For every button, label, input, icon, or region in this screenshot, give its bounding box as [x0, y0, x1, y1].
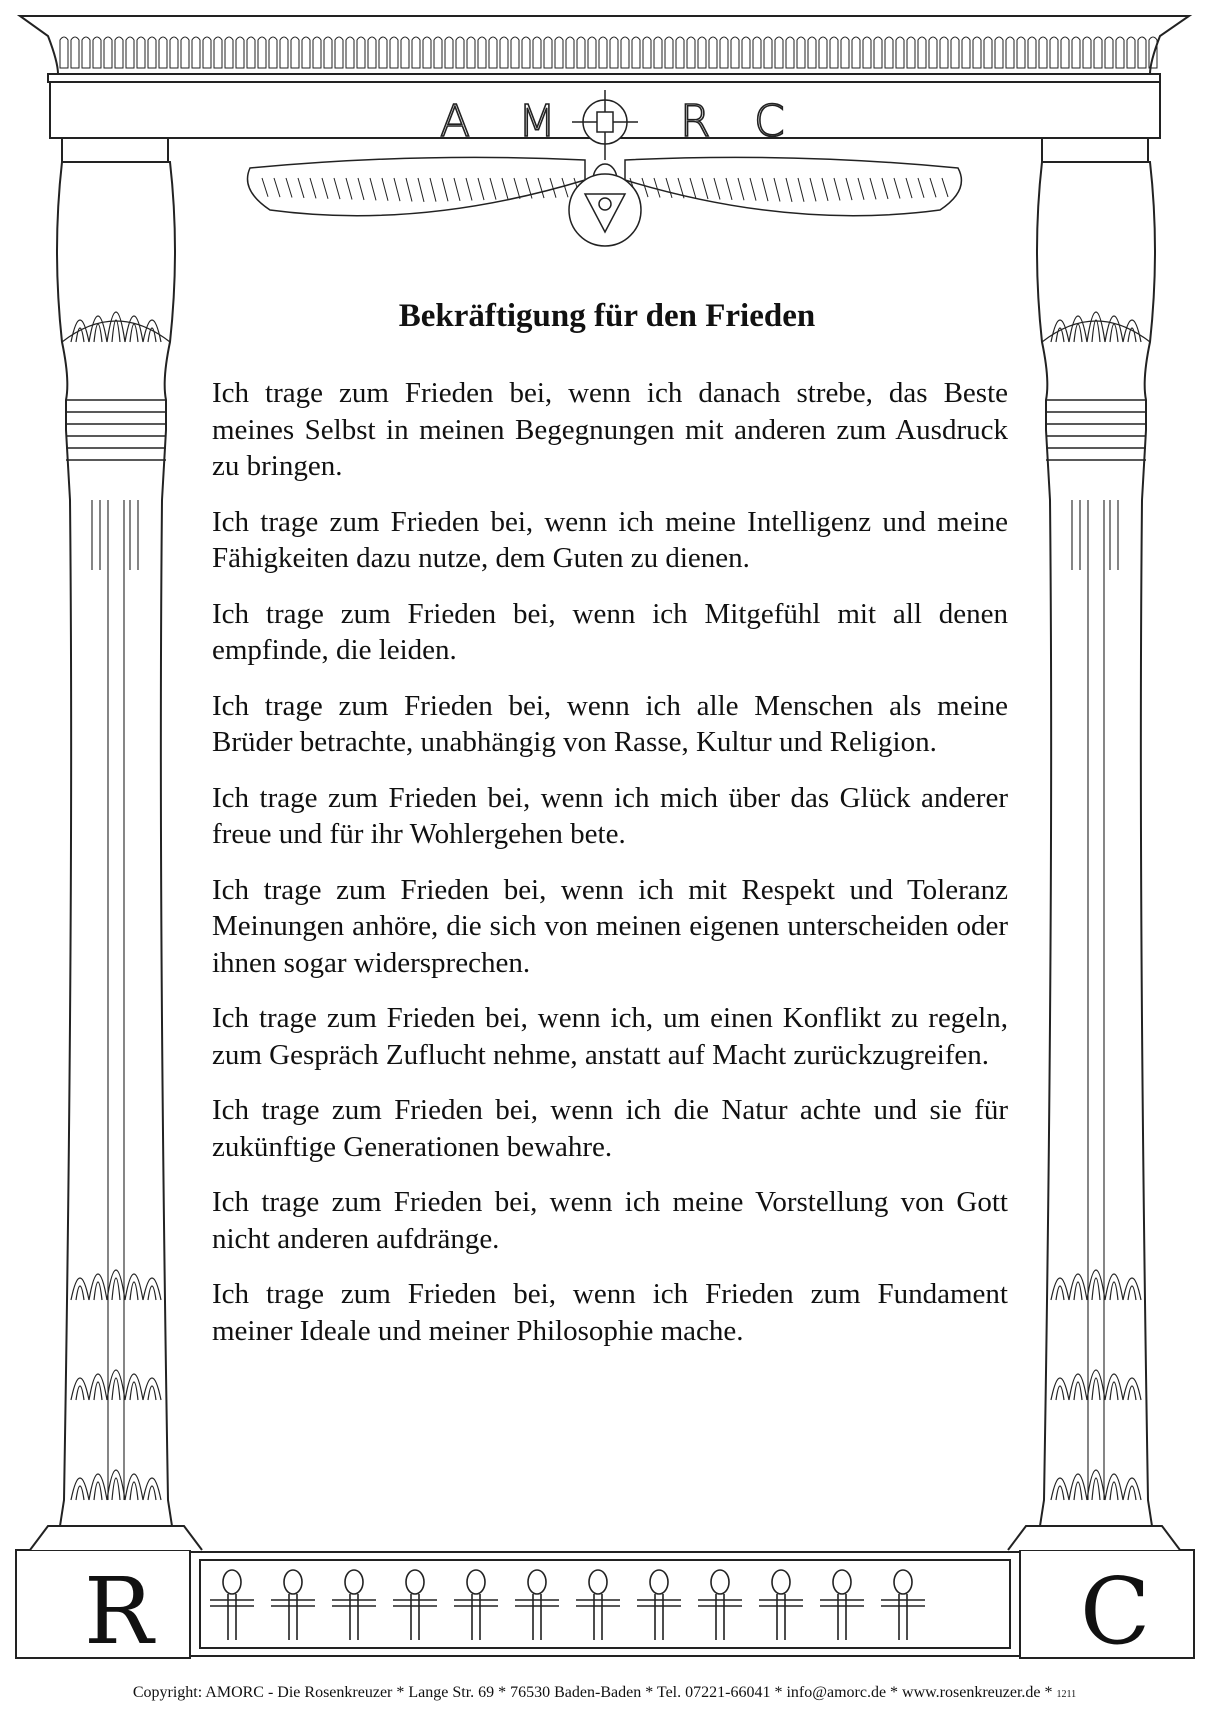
base-frieze — [190, 1552, 1020, 1656]
document-title: Bekräftigung für den Frieden — [398, 298, 816, 334]
paragraph: Ich trage zum Frieden bei, wenn ich danach strebe, das Beste meines Selbst in meinen Begegnungen mit anderen zum Ausdruck zu bringen. — [212, 377, 1008, 482]
paragraph: Ich trage zum Frieden bei, wenn ich meine Vorstellung von Gott nicht anderen aufdränge. — [212, 1186, 1008, 1255]
paragraph: Ich trage zum Frieden bei, wenn ich alle Menschen als meine Brüder betrachte, unabhängig von Rasse, Kultur und Religion. — [212, 689, 1008, 758]
paragraph: Ich trage zum Frieden bei, wenn ich meine Intelligenz und meine Fähigkeiten dazu nutze, dem Guten zu dienen. — [212, 505, 1008, 574]
paragraph: Ich trage zum Frieden bei, wenn ich die Natur achte und sie für zukünftige Generationen bewahre. — [212, 1094, 1008, 1163]
base-letter-left: R — [84, 1558, 154, 1665]
emblem-letter: R — [680, 96, 711, 147]
emblem-letter: C — [754, 96, 785, 147]
copyright-text: Copyright: AMORC - Die Rosenkreuzer * Lange Str. 69 * 76530 Baden-Baden * Tel. 07221-66041 * info@amorc.de * www.rosenkreuzer.de * — [132, 1684, 1053, 1701]
paragraph: Ich trage zum Frieden bei, wenn ich, um einen Konflikt zu regeln, zum Gespräch Zuflucht nehme, anstatt auf Macht zurückzugreifen. — [212, 1002, 1008, 1071]
cornice-band — [48, 74, 1160, 82]
document-body — [212, 375, 1008, 1368]
paragraph: Ich trage zum Frieden bei, wenn ich mit Respekt und Toleranz Meinungen anhöre, die sich von meinen eigenen unterscheiden oder ihnen sogar widersprechen. — [212, 873, 1008, 979]
base-letter-right: C — [1080, 1558, 1151, 1665]
document-code: 1211 — [1056, 1689, 1077, 1700]
column-right — [1037, 138, 1155, 1526]
column-left — [57, 138, 175, 1526]
paragraph: Ich trage zum Frieden bei, wenn ich Mitgefühl mit all denen empfinde, die leiden. — [212, 597, 1008, 666]
paragraph: Ich trage zum Frieden bei, wenn ich mich über das Glück anderer freue und für ihr Wohlergehen bete. — [212, 781, 1008, 850]
emblem-letter: A — [440, 96, 471, 147]
emblem-letter: M — [518, 96, 556, 147]
paragraph: Ich trage zum Frieden bei, wenn ich Frieden zum Fundament meiner Ideale und meiner Philosophie mache. — [212, 1278, 1008, 1347]
copyright-footer — [0, 1684, 1209, 1702]
